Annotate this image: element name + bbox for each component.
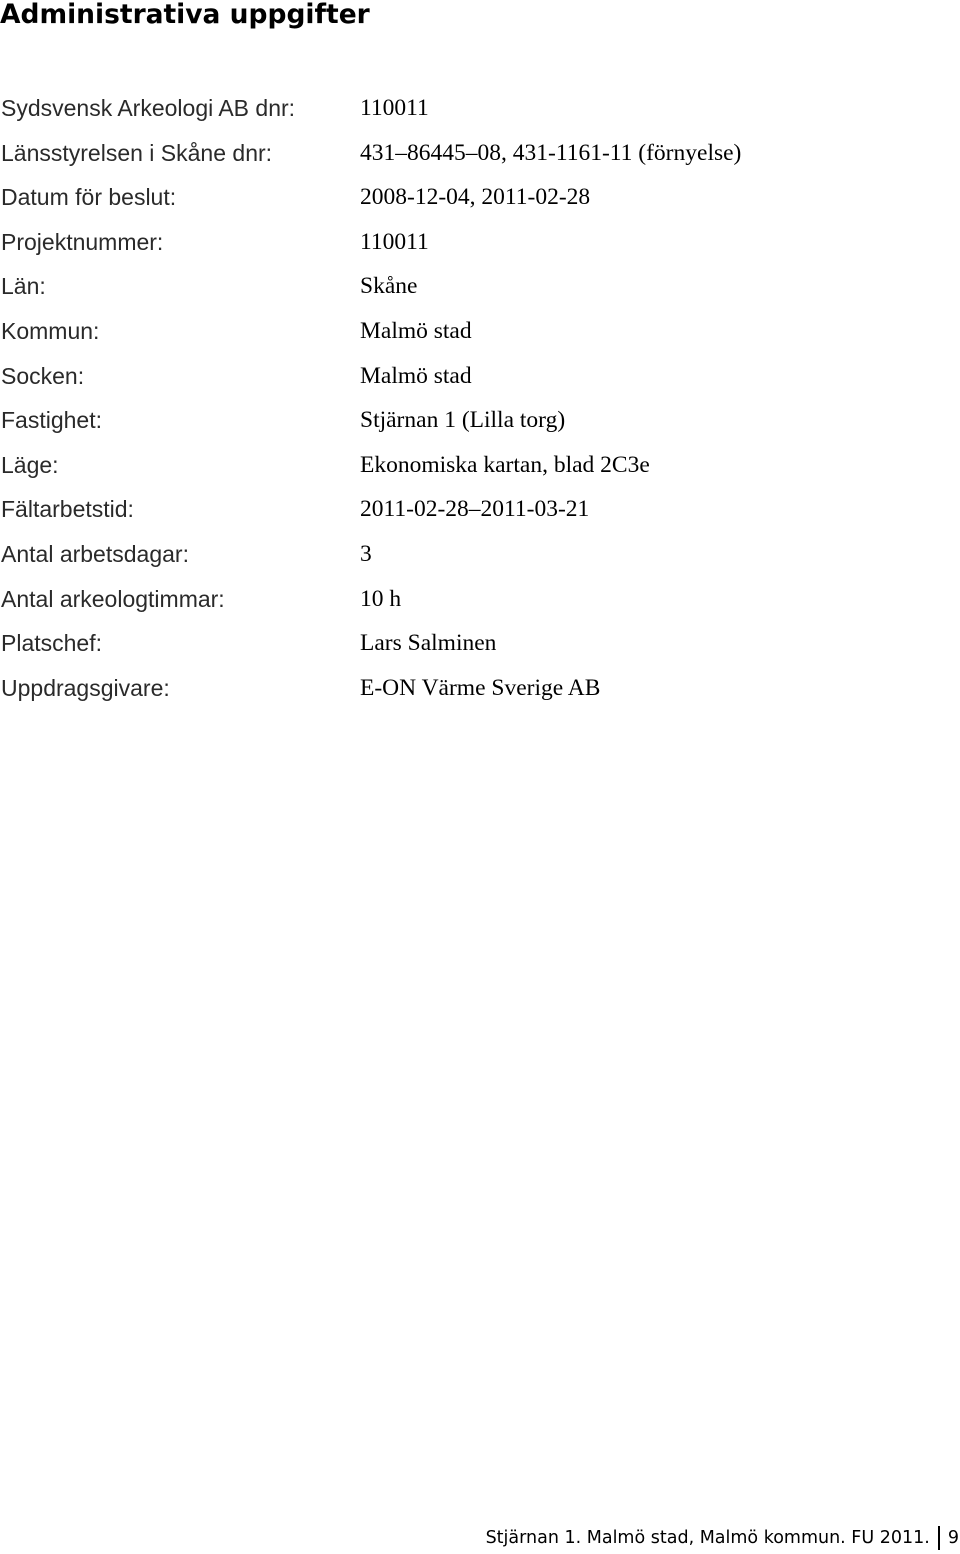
field-row-datum-for-beslut	[0, 175, 960, 220]
field-row-lage	[0, 443, 960, 488]
field-label: Datum för beslut:	[1, 184, 177, 211]
field-value: E-ON Värme Sverige AB	[360, 674, 601, 701]
field-value: 3	[360, 540, 372, 567]
field-label: Läge:	[1, 451, 59, 478]
field-label: Fastighet:	[1, 407, 102, 434]
field-row-projektnummer	[0, 220, 960, 265]
field-value: Malmö stad	[360, 362, 472, 389]
field-label: Län:	[1, 273, 46, 300]
field-label: Fältarbetstid:	[1, 496, 134, 523]
field-value: 2008-12-04, 2011-02-28	[360, 184, 591, 211]
field-label: Länsstyrelsen i Skåne dnr:	[1, 139, 273, 166]
field-row-antal-arkeologtimmar	[0, 577, 960, 622]
field-label: Sydsvensk Arkeologi AB dnr:	[1, 95, 296, 121]
page-heading: Administrativa uppgifter	[0, 0, 370, 30]
field-value: 10 h	[360, 585, 402, 612]
field-value: Lars Salminen	[360, 630, 497, 657]
field-label: Projektnummer:	[1, 228, 164, 255]
field-row-socken	[0, 354, 960, 399]
field-label: Uppdragsgivare:	[1, 674, 170, 701]
field-value: 110011	[360, 95, 429, 121]
field-row-platschef	[0, 621, 960, 666]
field-row-antal-arbetsdagar	[0, 532, 960, 577]
field-label: Socken:	[1, 362, 85, 389]
field-row-kommun	[0, 309, 960, 354]
field-label: Platschef:	[1, 630, 102, 657]
field-value: 2011-02-28–2011-03-21	[360, 496, 590, 523]
admin-fields-list	[0, 86, 960, 710]
page-number: 9	[947, 1528, 959, 1548]
field-row-fastighet	[0, 398, 960, 443]
field-value: Malmö stad	[360, 317, 472, 344]
footer-divider	[938, 1526, 940, 1550]
field-label: Antal arkeologtimmar:	[1, 585, 225, 612]
field-row-sydsvensk-dnr	[0, 86, 960, 131]
field-value: Ekonomiska kartan, blad 2C3e	[360, 451, 650, 478]
field-value: 431–86445–08, 431-1161-11 (förnyelse)	[360, 139, 742, 166]
page-footer	[486, 1524, 960, 1552]
field-row-faltarbetstid	[0, 487, 960, 532]
footer-text: Stjärnan 1. Malmö stad, Malmö kommun. FU 2011.	[485, 1528, 930, 1548]
field-value: Stjärnan 1 (Lilla torg)	[360, 407, 566, 434]
field-row-lansstyrelsen-dnr	[0, 131, 960, 176]
field-value: 110011	[360, 228, 429, 255]
field-row-uppdragsgivare	[0, 666, 960, 711]
field-value: Skåne	[360, 273, 418, 300]
field-label: Antal arbetsdagar:	[1, 540, 189, 567]
field-row-lan	[0, 264, 960, 309]
field-label: Kommun:	[1, 317, 100, 344]
